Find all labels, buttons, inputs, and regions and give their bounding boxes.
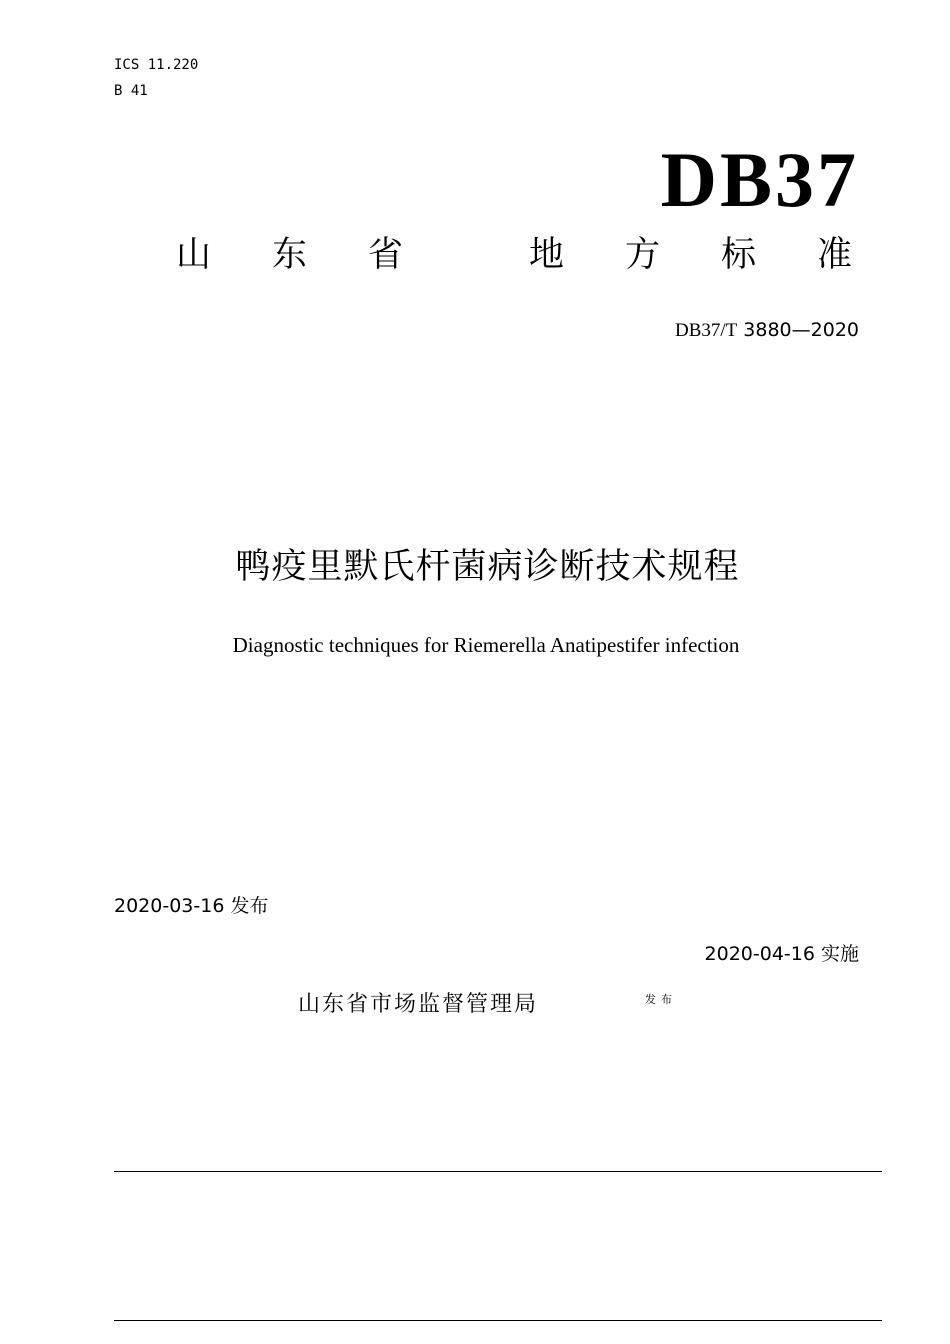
ccs-code: B 41 (114, 83, 148, 99)
issue-date: 2020-03-16 发布 (114, 895, 269, 917)
standard-number-prefix: DB37/T (674, 320, 738, 341)
standard-type-char: 方 (625, 235, 661, 275)
standard-type-char: 山 (176, 235, 212, 275)
standard-number (675, 318, 859, 343)
divider-bottom (114, 1320, 882, 1321)
standard-type-heading (176, 232, 858, 278)
divider-top (114, 1171, 882, 1172)
issuer-suffix: 发布 (645, 993, 677, 1006)
standard-type-char: 标 (721, 235, 757, 275)
standard-logo: DB37 (660, 136, 859, 223)
standard-number-suffix: 3880—2020 (737, 319, 859, 341)
standard-type-char: 东 (272, 235, 308, 275)
title-english: Diagnostic techniques for Riemerella Anatipestifer infection (232, 633, 740, 657)
standard-type-char: 地 (529, 235, 565, 275)
ics-code: ICS 11.220 (114, 57, 199, 73)
standard-type-char: 准 (817, 235, 853, 275)
issuer-name: 山东省市场监督管理局 (298, 992, 539, 1017)
title-chinese: 鸭疫里默氏杆菌病诊断技术规程 (235, 547, 740, 587)
implementation-date: 2020-04-16 实施 (704, 943, 859, 965)
standard-type-char: 省 (368, 235, 404, 275)
